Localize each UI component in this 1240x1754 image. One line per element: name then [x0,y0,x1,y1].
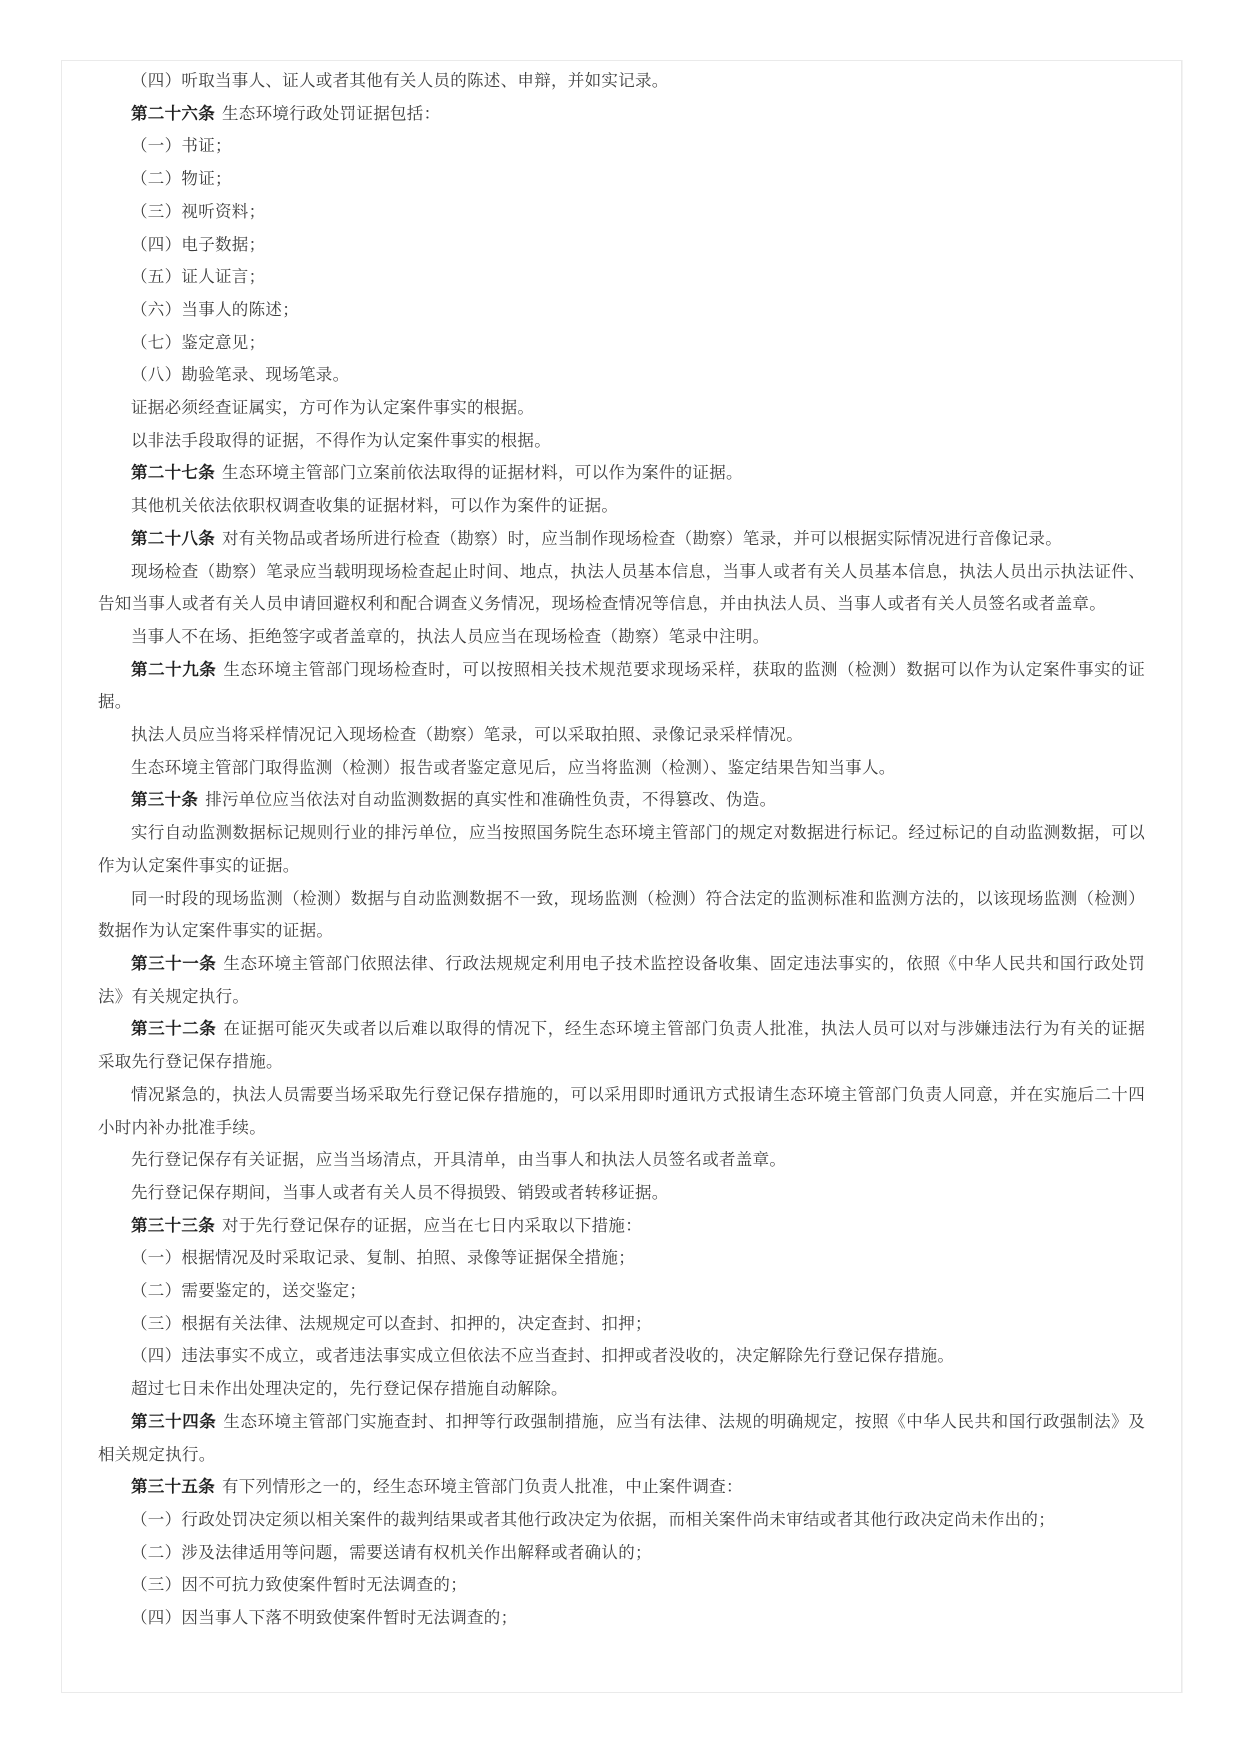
paragraph-text: 先行登记保存期间，当事人或者有关人员不得损毁、销毁或者转移证据。 [131,1183,669,1202]
paragraph-text: （三）视听资料； [131,202,266,221]
article-number: 第二十八条 [131,529,215,548]
paragraph [98,1504,1145,1537]
paragraph-text: 当事人不在场、拒绝签字或者盖章的，执法人员应当在现场检查（勘察）笔录中注明。 [131,627,770,646]
paragraph-text: （一）行政处罚决定须以相关案件的裁判结果或者其他行政决定为依据，而相关案件尚未审结或者其他行政决定尚未作出的； [131,1510,1055,1529]
paragraph [98,392,1145,425]
paragraph-text: （二）物证； [131,170,232,189]
article-paragraph [98,948,1145,1013]
paragraph-text: 证据必须经查证属实，方可作为认定案件事实的根据。 [131,399,535,418]
paragraph-text: 其他机关依法依职权调查收集的证据材料，可以作为案件的证据。 [131,497,619,516]
article-number: 第二十六条 [131,104,215,123]
paragraph-text: （一）根据情况及时采取记录、复制、拍照、录像等证据保全措施； [131,1249,635,1268]
paragraph-text: （四）因当事人下落不明致使案件暂时无法调查的； [131,1609,518,1628]
paragraph [98,1340,1145,1373]
document-body [98,65,1145,1635]
paragraph-text: 实行自动监测数据标记规则行业的排污单位，应当按照国务院生态环境主管部门的规定对数据进行标记。经过标记的自动监测数据，可以作为认定案件事实的证据。 [98,824,1145,875]
paragraph [98,883,1145,948]
paragraph-text: 有下列情形之一的，经生态环境主管部门负责人批准，中止案件调查： [222,1478,743,1497]
article-paragraph [98,654,1145,719]
paragraph [98,261,1145,294]
paragraph-text: （三）根据有关法律、法规规定可以查封、扣押的，决定查封、扣押； [131,1314,652,1333]
paragraph-text: （六）当事人的陈述； [131,300,299,319]
paragraph-text: 对有关物品或者场所进行检查（勘察）时，应当制作现场检查（勘察）笔录，并可以根据实际情况进行音像记录。 [222,529,1062,548]
paragraph-text: （一）书证； [131,137,232,156]
paragraph-text: （二）涉及法律适用等问题，需要送请有权机关作出解释或者确认的； [131,1543,652,1562]
article-paragraph [98,457,1145,490]
article-paragraph [98,784,1145,817]
article-paragraph [98,1210,1145,1243]
article-paragraph [98,523,1145,556]
paragraph [98,1177,1145,1210]
paragraph-text: 对于先行登记保存的证据，应当在七日内采取以下措施： [222,1216,642,1235]
article-number: 第三十三条 [131,1216,215,1235]
paragraph-text: 以非法手段取得的证据，不得作为认定案件事实的根据。 [131,431,551,450]
paragraph [98,229,1145,262]
paragraph [98,163,1145,196]
article-paragraph [98,98,1145,131]
document-page-card [61,60,1182,1693]
article-number: 第二十七条 [131,464,215,483]
paragraph-text: 超过七日未作出处理决定的，先行登记保存措施自动解除。 [131,1380,568,1399]
paragraph-text: 生态环境主管部门依照法律、行政法规规定利用电子技术监控设备收集、固定违法事实的，依照《中华人民共和国行政处罚法》有关规定执行。 [98,954,1146,1006]
paragraph-text: （二）需要鉴定的，送交鉴定； [131,1282,367,1301]
paragraph-text: 排污单位应当依法对自动监测数据的真实性和准确性负责，不得篡改、伪造。 [205,791,777,810]
article-number: 第二十九条 [131,660,217,679]
article-paragraph [98,1471,1145,1504]
article-number: 第三十四条 [131,1412,217,1431]
article-number: 第三十一条 [131,954,217,973]
paragraph-text: 生态环境主管部门取得监测（检测）报告或者鉴定意见后，应当将监测（检测）、鉴定结果告知当事人。 [131,758,896,777]
paragraph [98,621,1145,654]
paragraph [98,817,1145,882]
article-paragraph [98,1406,1145,1471]
paragraph [98,752,1145,785]
paragraph [98,294,1145,327]
paragraph [98,556,1145,621]
paragraph-text: 执法人员应当将采样情况记入现场检查（勘察）笔录，可以采取拍照、录像记录采样情况。 [131,726,803,745]
paragraph [98,65,1145,98]
paragraph-text: 先行登记保存有关证据，应当当场清点，开具清单，由当事人和执法人员签名或者盖章。 [131,1151,787,1170]
paragraph [98,327,1145,360]
paragraph [98,1537,1145,1570]
paragraph-text: 同一时段的现场监测（检测）数据与自动监测数据不一致，现场监测（检测）符合法定的监测标准和监测方法的，以该现场监测（检测）数据作为认定案件事实的证据。 [98,889,1145,941]
paragraph-text: （四）电子数据； [131,235,266,254]
paragraph-text: （四）听取当事人、证人或者其他有关人员的陈述、申辩，并如实记录。 [131,72,669,90]
paragraph-text: （四）违法事实不成立，或者违法事实成立但依法不应当查封、扣押或者没收的，决定解除先行登记保存措施。 [131,1347,955,1366]
article-number: 第三十二条 [131,1020,217,1039]
paragraph [98,130,1145,163]
paragraph-text: 生态环境主管部门立案前依法取得的证据材料，可以作为案件的证据。 [222,464,743,483]
paragraph-text: （八）勘验笔录、现场笔录。 [131,366,350,385]
paragraph [98,1308,1145,1341]
article-number: 第三十条 [131,791,199,810]
paragraph [98,1275,1145,1308]
paragraph [98,719,1145,752]
paragraph [98,1373,1145,1406]
paragraph [98,1602,1145,1635]
paragraph [98,196,1145,229]
paragraph-text: 在证据可能灭失或者以后难以取得的情况下，经生态环境主管部门负责人批准，执法人员可以对与涉嫌违法行为有关的证据采取先行登记保存措施。 [98,1020,1146,1072]
paragraph [98,1569,1145,1602]
paragraph [98,425,1145,458]
paragraph [98,1242,1145,1275]
paragraph-text: （五）证人证言； [131,268,266,287]
paragraph-text: 生态环境主管部门实施查封、扣押等行政强制措施，应当有法律、法规的明确规定，按照《中华人民共和国行政强制法》及相关规定执行。 [98,1412,1146,1464]
paragraph-text: 生态环境主管部门现场检查时，可以按照相关技术规范要求现场采样，获取的监测（检测）数据可以作为认定案件事实的证据。 [98,660,1146,712]
paragraph-text: （七）鉴定意见； [131,333,266,352]
article-paragraph [98,1013,1145,1078]
article-number: 第三十五条 [131,1478,215,1497]
paragraph-text: 情况紧急的，执法人员需要当场采取先行登记保存措施的，可以采用即时通讯方式报请生态环境主管部门负责人同意，并在实施后二十四小时内补办批准手续。 [98,1085,1145,1137]
paragraph [98,490,1145,523]
paragraph-text: （三）因不可抗力致使案件暂时无法调查的； [131,1576,467,1595]
paragraph-text: 生态环境行政处罚证据包括： [222,104,441,123]
paragraph [98,1079,1145,1144]
paragraph [98,1144,1145,1177]
paragraph-text: 现场检查（勘察）笔录应当载明现场检查起止时间、地点，执法人员基本信息，当事人或者有关人员基本信息，执法人员出示执法证件、告知当事人或者有关人员申请回避权利和配合调查义务情况，现场检查情况等信息，并由执法人员、当事人或者有关人员签名或者盖章。 [98,562,1145,614]
paragraph [98,359,1145,392]
